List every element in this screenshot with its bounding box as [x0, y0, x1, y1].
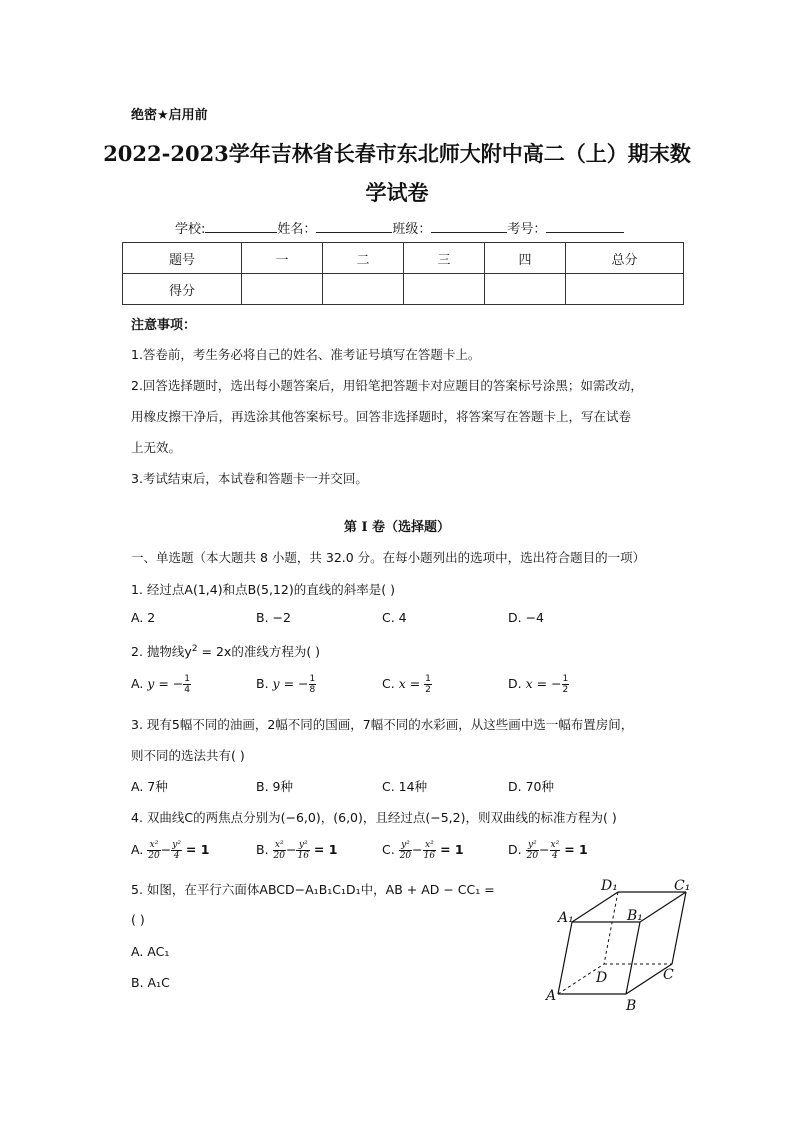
option-label: C.: [382, 676, 395, 691]
q2-option-b[interactable]: [256, 674, 316, 695]
score-header-cell: 总分: [566, 243, 684, 274]
option-expr: y = −: [272, 676, 309, 691]
fraction: $\frac{1}{8}$: [309, 674, 316, 695]
label-a1: A₁: [558, 910, 574, 926]
option-rhs: = 1: [440, 842, 464, 857]
school-blank[interactable]: [205, 220, 277, 233]
option-label: B.: [256, 676, 269, 691]
score-cell[interactable]: [242, 274, 323, 305]
fraction: $\frac{\text{y²}}{4}$: [172, 840, 181, 861]
question-3-line2: 则不同的选法共有( ): [131, 748, 245, 763]
q2-option-d[interactable]: [508, 674, 569, 695]
notes-heading: 注意事项：: [131, 318, 197, 333]
edge-b1c1: [640, 892, 686, 922]
label-c: C: [663, 967, 674, 983]
option-rhs: = 1: [185, 842, 210, 857]
option-expr: x =: [398, 676, 425, 691]
q2-option-a[interactable]: [131, 674, 191, 695]
score-cell[interactable]: [566, 274, 684, 305]
label-a: A: [546, 988, 557, 1004]
option-label: C.: [382, 842, 395, 857]
confidential-label: 绝密★启用前: [131, 108, 208, 123]
q1-option-c[interactable]: C. 4: [382, 610, 407, 625]
score-row-label: 得分: [123, 274, 242, 305]
option-expr: y = −: [147, 676, 184, 691]
q2-stem-pre: 2. 抛物线y: [131, 644, 192, 659]
fraction: $\frac{\text{x²}}{16}$: [423, 840, 436, 861]
q1-option-b[interactable]: B. −2: [256, 610, 291, 625]
option-label: A.: [131, 676, 144, 691]
note-item: 1.答卷前，考生务必将自己的姓名、准考证号填写在答题卡上。: [131, 347, 481, 362]
section-subtitle: 一、单选题（本大题共 8 小题，共 32.0 分。在每小题列出的选项中，选出符合题目的一项）: [131, 550, 646, 565]
section-title: 第 I 卷（选择题）: [343, 520, 451, 535]
edge-d1d-hidden: [604, 892, 618, 964]
school-label: 学校:: [175, 222, 206, 237]
q4-option-c[interactable]: C. $\frac{\text{y²}}{20}$ − $\frac{\text{x²}}{16}$ = 1: [382, 840, 464, 861]
q4-option-d[interactable]: D. $\frac{\text{y²}}{20}$ − $\frac{\text{x²}}{4}$ = 1: [508, 840, 588, 861]
q3-option-b[interactable]: B. 9种: [256, 779, 293, 794]
fraction: $\frac{\text{x²}}{4}$: [550, 840, 560, 861]
label-d: D: [596, 970, 608, 986]
name-label: 姓名：: [277, 222, 317, 237]
q4-option-b[interactable]: B. $\frac{\text{x²}}{20}$ − $\frac{\text{y²}}{16}$ = 1: [256, 840, 338, 861]
score-cell[interactable]: [404, 274, 485, 305]
q5-option-a[interactable]: A. AC₁: [131, 944, 170, 959]
edge-a1a: [558, 922, 572, 994]
fraction: $\frac{\text{y²}}{20}$: [399, 840, 412, 861]
paper-title-line1: 2022-2023学年吉林省长春市东北师大附中高二（上）期末数: [103, 141, 691, 166]
q2-stem-post: = 2x的准线方程为( ): [197, 644, 321, 659]
score-cell[interactable]: [323, 274, 404, 305]
fraction: $\frac{\text{x²}}{20}$: [148, 840, 160, 861]
option-rhs: = 1: [313, 842, 338, 857]
class-label: 班级：: [392, 222, 432, 237]
question-1-stem: 1. 经过点A(1,4)和点B(5,12)的直线的斜率是( ): [131, 582, 395, 597]
exam-no-label: 考号：: [507, 222, 547, 237]
score-header-cell: 四: [485, 243, 566, 274]
name-blank[interactable]: [316, 220, 392, 233]
score-table-header: [123, 243, 684, 274]
q1-option-a[interactable]: A. 2: [131, 610, 156, 625]
q3-option-d[interactable]: D. 70种: [508, 779, 554, 794]
note-item: 3.考试结束后，本试卷和答题卡一并交回。: [131, 471, 368, 486]
score-table-row: [123, 274, 684, 305]
option-expr: x = −: [525, 676, 562, 691]
question-5-stem: 5. 如图，在平行六面体ABCD−A₁B₁C₁D₁中，AB + AD − CC₁ =: [131, 882, 495, 897]
option-label: D.: [508, 842, 522, 857]
parallelepiped-figure: [540, 878, 700, 1013]
score-table: [122, 242, 684, 305]
fraction: $\frac{\text{y²}}{20}$: [526, 840, 539, 861]
label-c1: C₁: [674, 878, 691, 894]
edge-d1a1: [572, 892, 618, 922]
q1-option-d[interactable]: D. −4: [508, 610, 544, 625]
score-header-cell: 三: [404, 243, 485, 274]
student-info-row: [175, 218, 624, 237]
option-rhs: = 1: [564, 842, 588, 857]
exam-no-blank[interactable]: [546, 220, 624, 233]
q3-option-a[interactable]: A. 7种: [131, 779, 168, 794]
option-label: B.: [256, 842, 269, 857]
edge-b1b: [626, 922, 640, 994]
fraction: $\frac{1}{2}$: [425, 674, 431, 695]
option-label: D.: [508, 676, 522, 691]
paper-title-line2: 学试卷: [365, 180, 429, 205]
q2-stem-sup: 2: [191, 643, 198, 654]
q3-option-c[interactable]: C. 14种: [382, 779, 428, 794]
label-b1: B₁: [627, 908, 643, 924]
fraction: $\frac{1}{2}$: [562, 674, 569, 695]
score-cell[interactable]: [485, 274, 566, 305]
question-2-stem: [131, 642, 320, 660]
question-5-paren: ( ): [131, 912, 145, 927]
option-label: A.: [131, 842, 144, 857]
fraction: $\frac{\text{x²}}{20}$: [273, 840, 285, 861]
edge-c1c: [672, 892, 686, 964]
score-header-cell: 二: [323, 243, 404, 274]
note-item: 用橡皮擦干净后，再选涂其他答案标号。回答非选择题时，将答案写在答题卡上，写在试卷: [131, 409, 632, 424]
note-item: 上无效。: [131, 440, 182, 455]
q4-option-a[interactable]: A. $\frac{\text{x²}}{20}$ − $\frac{\text{y²}}{4}$ = 1: [131, 840, 210, 861]
score-header-cell: 一: [242, 243, 323, 274]
question-3-line1: 3. 现有5幅不同的油画，2幅不同的国画，7幅不同的水彩画，从这些画中选一幅布置房间，: [131, 717, 634, 732]
class-blank[interactable]: [431, 220, 507, 233]
note-item: 2.回答选择题时，选出每小题答案后，用铅笔把答题卡对应题目的答案标号涂黑；如需改动，: [131, 378, 643, 393]
label-b: B: [626, 998, 637, 1013]
question-4-stem: 4. 双曲线C的两焦点分别为(−6,0)，(6,0)，且经过点(−5,2)，则双曲线的标准方程为( ): [131, 810, 617, 825]
q5-option-b[interactable]: B. A₁C: [131, 975, 170, 990]
fraction: $\frac{\text{y²}}{16}$: [297, 840, 309, 861]
fraction: $\frac{1}{4}$: [184, 674, 190, 695]
q2-option-c[interactable]: [382, 674, 432, 695]
score-header-cell: 题号: [123, 243, 242, 274]
label-d1: D₁: [601, 878, 618, 894]
